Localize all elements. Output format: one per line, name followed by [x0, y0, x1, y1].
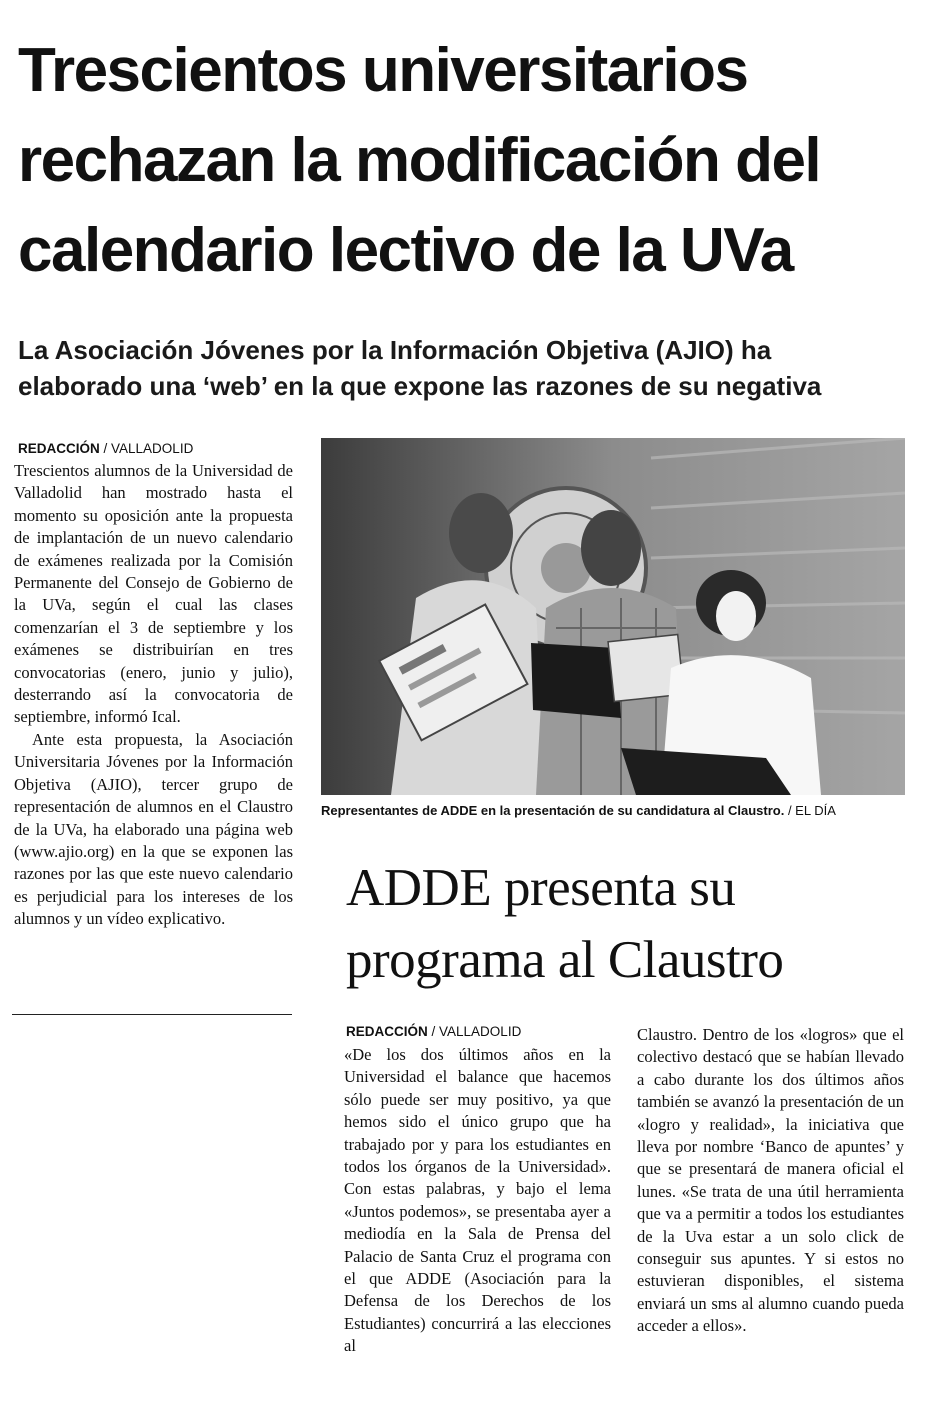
headline-line: calendario lectivo de la UVa: [18, 216, 793, 285]
article2-paragraph: Claustro. Dentro de los «logros» que el colectivo destacó que se habían llevado a cabo durante los dos últimos años también se avanzó la presentación de un «logro y realidad», la iniciativa que lleva por nombre ‘Banco de apuntes’ y que se presentará de manera oficial el lunes. «Se trata de una útil herramienta que va a permitir a todos los estudiantes de la Uva estar a un solo click de conseguir sus apuntes. Y si estos no estuvieran disponibles, el sistema enviará un sms al alumno cuando pueda acceder a ellos».: [637, 1025, 904, 1336]
subheadline-line: elaborado una ‘web’ en la que expone las razones de su negativa: [18, 371, 822, 401]
caption-credit: / EL DÍA: [787, 803, 836, 818]
article2-column-2: [637, 1024, 904, 1338]
article1-subheadline: [18, 332, 918, 404]
headline-line: Trescientos universitarios: [18, 36, 748, 105]
article1-body: [14, 460, 293, 931]
subheadline-line: La Asociación Jóvenes por la Información Objetiva (AJIO) ha: [18, 335, 772, 365]
article2-byline: [346, 1024, 521, 1039]
byline-section: REDACCIÓN: [346, 1024, 428, 1039]
article1-byline: [18, 441, 193, 456]
article2-column-1: [344, 1044, 611, 1358]
byline-location: / VALLADOLID: [103, 441, 194, 456]
headline-line: rechazan la modificación del: [18, 126, 821, 195]
headline-line: ADDE presenta su: [346, 859, 736, 917]
byline-location: / VALLADOLID: [431, 1024, 522, 1039]
caption-text: Representantes de ADDE en la presentación de su candidatura al Claustro.: [321, 803, 785, 818]
photo-caption: [321, 803, 921, 818]
headline-line: programa al Claustro: [346, 931, 784, 989]
article1-headline: [18, 26, 918, 296]
article2-paragraph: «De los dos últimos años en la Universidad el balance que hacemos sólo puede ser muy positivo, ya que hemos sido el único grupo que ha trabajado por y para los estudiantes en todos los órganos de la Universidad». Con estas palabras, y bajo el lema «Juntos podemos», se presentaba ayer a mediodía en la Sala de Prensa del Palacio de Santa Cruz el programa con el que ADDE (Asociación para la Defensa de los Derechos de los Estudiantes) concurrirá a las elecciones al: [344, 1045, 611, 1356]
students-photo-illustration: [321, 438, 905, 795]
byline-section: REDACCIÓN: [18, 441, 100, 456]
article2-headline: [346, 852, 926, 996]
article1-paragraph: Ante esta propuesta, la Asociación Universitaria Jóvenes por la Información Objetiva (AJIO), tercer grupo de representación de alumnos en el Claustro de la UVa, ha elaborado una página web (www.ajio.org) en la que se exponen las razones por las que este nuevo calendario es perjudicial para los intereses de los alumnos y un vídeo explicativo.: [14, 729, 293, 929]
column-end-rule: [12, 1014, 292, 1015]
news-photo: [321, 438, 905, 795]
article1-paragraph: Trescientos alumnos de la Universidad de Valladolid han mostrado hasta el momento su oposición ante la propuesta de implantación de un nuevo calendario de exámenes realizada por la Comisión Permanente del Consejo de Gobierno de la UVa, según el cual las clases comenzarían el 3 de septiembre y los exámenes se distribuirían en tres convocatorias (enero, junio y julio), desterrando así la convocatoria de septiembre, informó Ical.: [14, 461, 293, 727]
